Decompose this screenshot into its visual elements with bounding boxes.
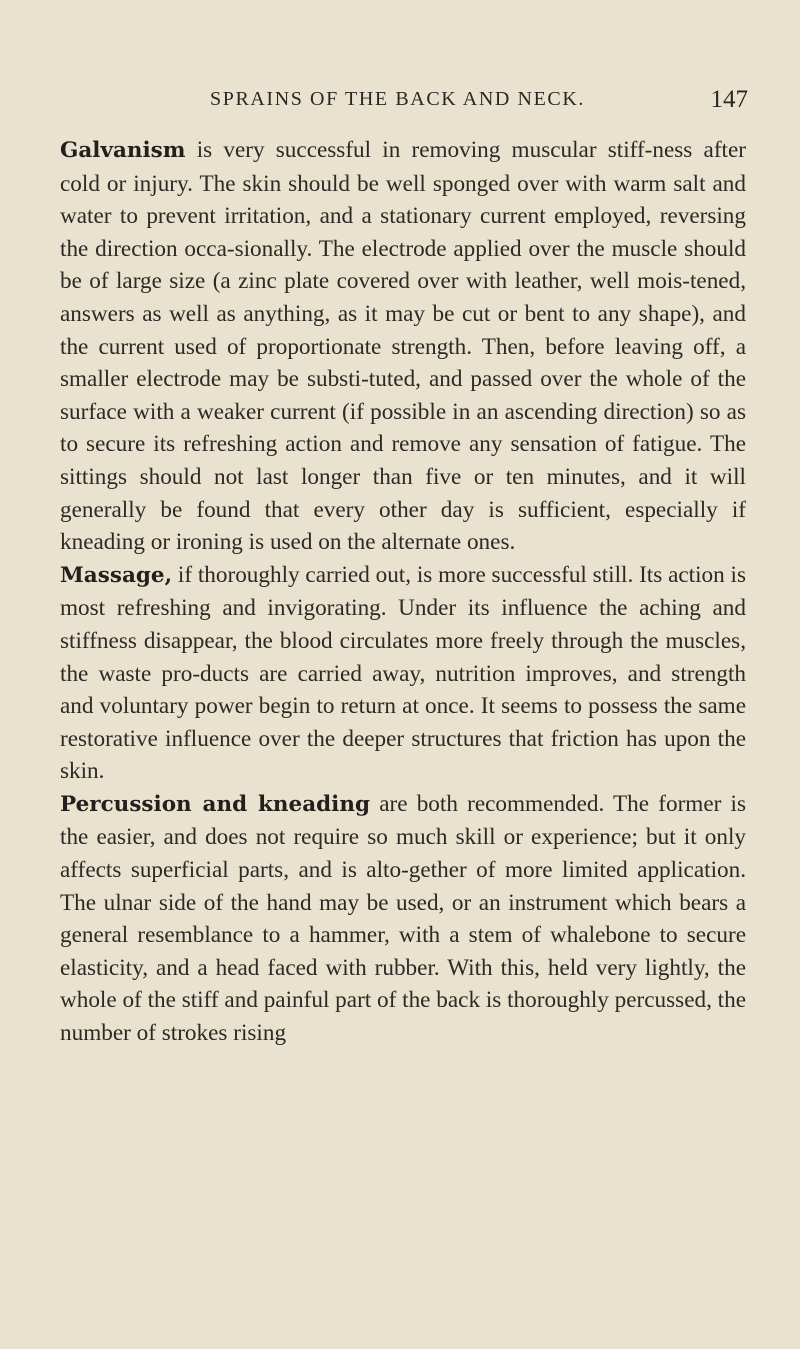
paragraph-lead-massage: Massage, — [60, 562, 173, 588]
paragraph-text-massage: if thoroughly carried out, is more successful still. Its action is most refreshing and invigorating. Under its influence the aching and stiffness disappear, the blood circulates more freely through the muscles, the waste pro-ducts are carried away, nutrition improves, and strength and voluntary power begin to return at once. It seems to possess the same restorative influence over the deeper structures that friction has upon the skin. — [60, 561, 746, 785]
paragraph-massage — [60, 559, 746, 788]
paragraph-text-percussion: are both recommended. The former is the easier, and does not require so much skill or experience; but it only affects superficial parts, and is alto-gether of more limited application. The ulnar side of the hand may be used, or an instrument which bears a general resemblance to a hammer, with a stem of whalebone to secure elasticity, and a head faced with rubber. With this, held very lightly, the whole of the stiff and painful part of the back is thoroughly percussed, the number of strokes rising — [60, 790, 747, 1047]
paragraph-lead-galvanism: Galvanism — [60, 138, 186, 163]
running-head — [60, 86, 760, 116]
running-head-title: SPRAINS OF THE BACK AND NECK. — [210, 88, 585, 110]
paragraph-text-galvanism: is very successful in removing muscular stiff-ness after cold or injury. The skin should be well sponged over with warm salt and water to prevent irritation, and a stationary current employed, reversing the direction occa-sionally. The electrode applied over the muscle should be of large size (a zinc plate covered over with leather, well mois-tened, answers as well as anything, as it may be cut or bent to any shape), and the current used of proportionate strength. Then, before leaving off, a smaller electrode may be substi-tuted, and passed over the whole of the surface with a weaker current (if possible in an ascending direction) so as to secure its refreshing action and remove any sensation of fatigue. The sittings should not last longer than five or ten minutes, and it will generally be found that every other day is sufficient, especially if kneading or ironing is used on the alternate ones. — [60, 137, 746, 556]
paragraph-lead-percussion: Percussion and kneading — [60, 791, 371, 817]
paragraph-galvanism — [60, 134, 746, 559]
paragraph-percussion — [60, 788, 746, 1050]
body-text — [60, 134, 746, 1050]
page-number: 147 — [710, 86, 748, 113]
